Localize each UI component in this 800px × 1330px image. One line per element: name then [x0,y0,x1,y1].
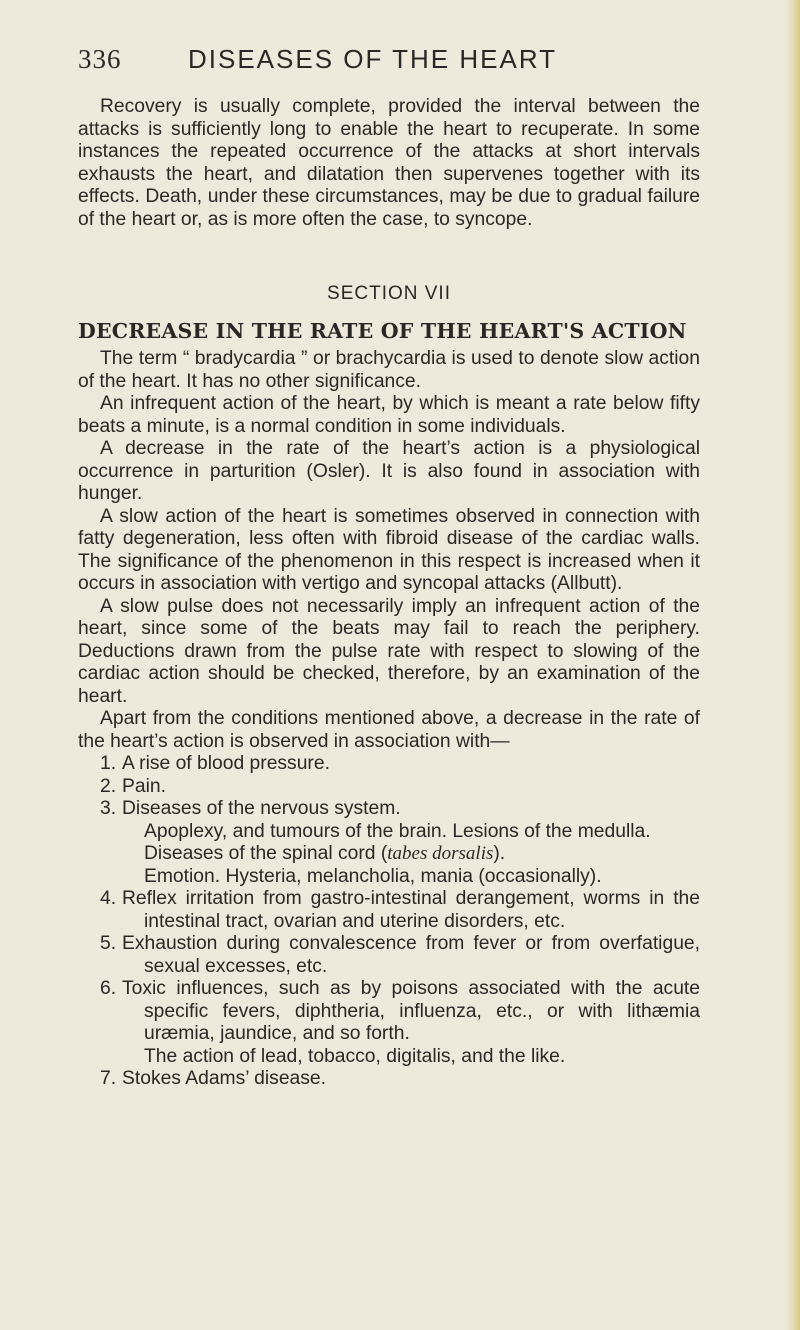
paragraph: A slow action of the heart is sometimes observed in connection with fatty degeneration, less often with fibroid disease of the cardiac walls. The significance of the phenomenon in this respect is increased when it occurs in association with vertigo and syncopal attacks (Allbutt). [78,505,700,594]
italic-term: tabes dorsalis [387,843,494,864]
item-text: Reflex irritation from gastro-intestinal derangement, worms in the intestinal tract, ovarian and uterine disorders, etc. [122,888,700,932]
sub-item: Emotion. Hysteria, melancholia, mania (occasionally). [144,865,602,887]
sub-item-prefix: Diseases of the spinal cord ( [144,843,388,864]
page-edge [786,0,800,1330]
paragraph: Apart from the conditions mentioned above, a decrease in the rate of the heart’s action is observed in association with— [78,708,700,752]
item-text: Toxic influences, such as by poisons associated with the acute specific fevers, diphtheria, influenza, etc., or with lithæmia uræmia, jaundice, and so forth. [122,978,700,1044]
item-number: 1. [100,753,117,774]
item-number: 4. [100,888,117,909]
list-item [78,933,700,978]
paragraph: A decrease in the rate of the heart’s action is a physiological occurrence in parturition (Osler). It is also found in association with hunger. [78,438,700,504]
item-text: A rise of blood pressure. [122,753,330,774]
item-number: 6. [100,978,117,999]
section-label: SECTION VII [327,283,451,304]
list-item [78,1068,700,1091]
running-title: DISEASES OF THE HEART [188,44,558,74]
list-item [78,776,700,799]
body-text [78,96,700,1091]
page-number: 336 [78,44,122,74]
intro-paragraph: Recovery is usually complete, provided the interval between the attacks is sufficiently long to enable the heart to recuperate. In some instances the repeated occurrence of the attacks at short intervals exhausts the heart, and dilatation then supervenes together with its effects. Death, under these circumstances, may be due to gradual failure of the heart or, as is more often the case, to syncope. [78,96,700,230]
paragraph: A slow pulse does not necessarily imply an infrequent action of the heart, since some of the beats may fail to reach the periphery. Deductions drawn from the pulse rate with respect to slowing of the cardiac action should be checked, therefore, by an examination of the heart. [78,595,700,707]
sub-item [122,843,700,866]
paragraph: The term “ bradycardia ” or brachycardia is used to denote slow action of the heart. It has no other significance. [78,348,700,392]
item-text: Exhaustion during convalescence from fever or from overfatigue, sexual excesses, etc. [122,933,700,977]
running-header [78,44,700,88]
list-item [78,888,700,933]
paragraph: An infrequent action of the heart, by which is meant a rate below fifty beats a minute, is a normal condition in some individuals. [78,393,700,437]
item-text: Pain. [122,775,166,797]
sub-item: The action of lead, tobacco, digitalis, and the like. [144,1045,566,1067]
book-page [78,44,700,1091]
list-item [78,753,700,776]
list-item [78,978,700,1068]
item-number: 2. [100,775,117,797]
section-title: DECREASE IN THE RATE OF THE HEART'S ACTION [78,318,687,343]
sub-item-suffix: ). [493,843,506,864]
list-item [78,798,700,888]
item-number: 7. [100,1068,117,1089]
sub-item: Apoplexy, and tumours of the brain. Lesions of the medulla. [144,820,651,842]
item-number: 3. [100,798,117,819]
item-text: Diseases of the nervous system. [122,798,401,819]
item-text: Stokes Adams’ disease. [122,1068,326,1089]
causes-list [78,753,700,1091]
item-number: 5. [100,933,117,954]
